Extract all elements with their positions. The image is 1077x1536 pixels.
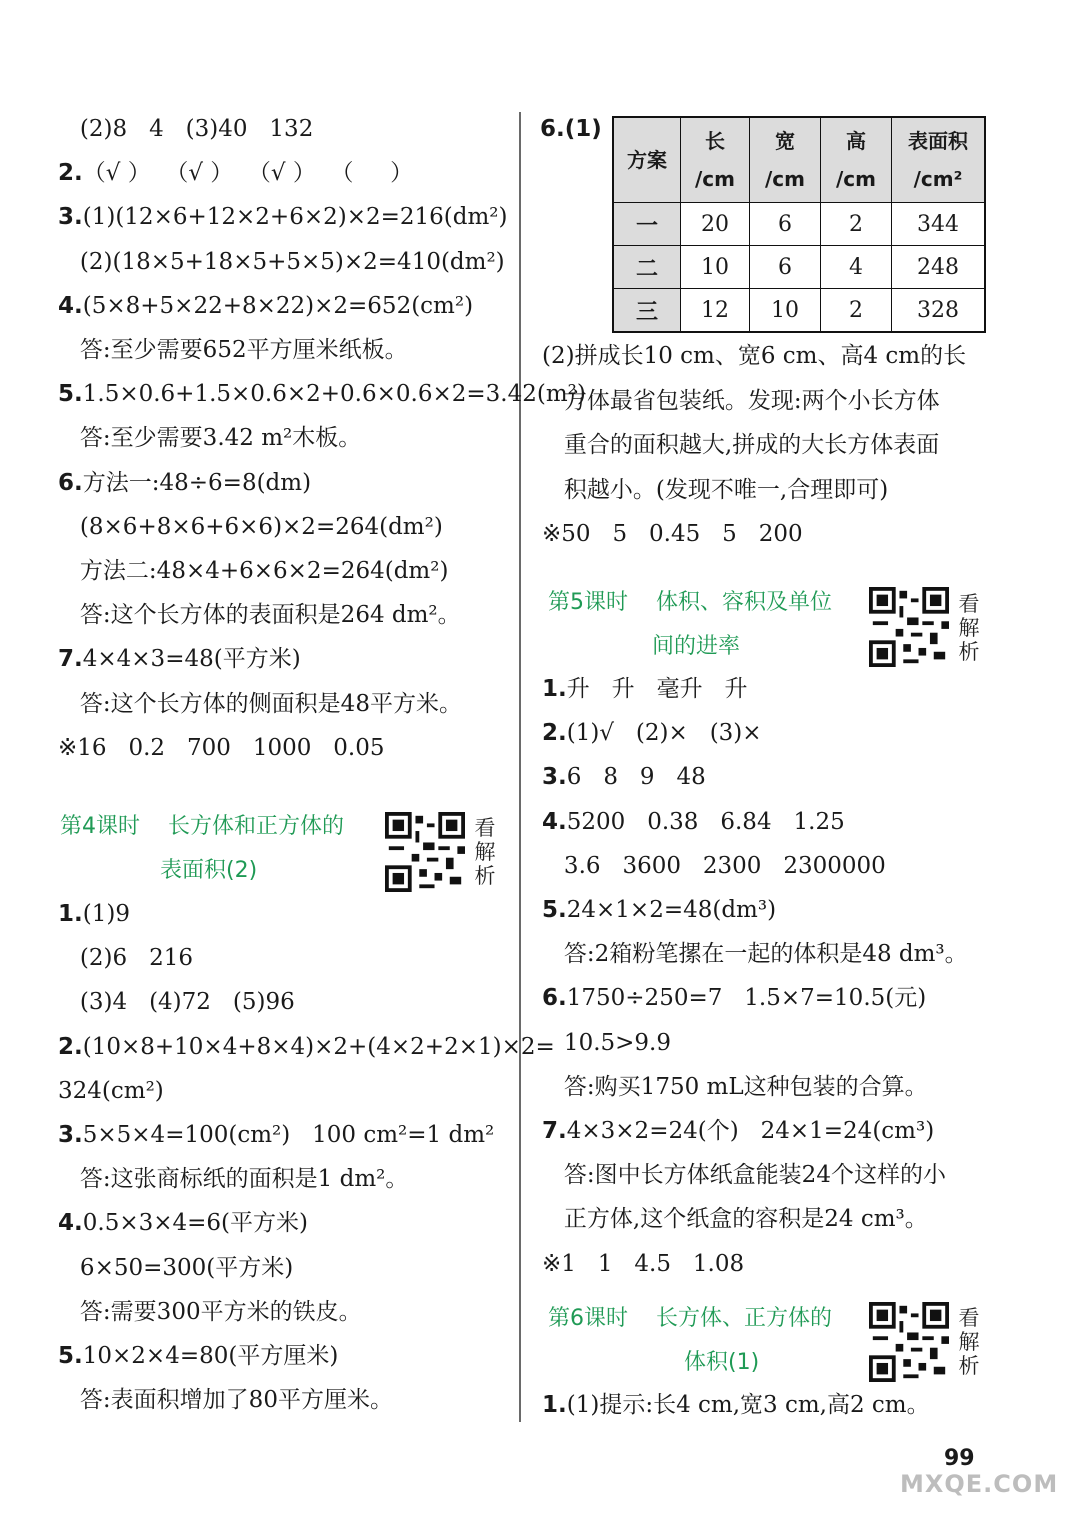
kanjiexi-char: 析 <box>474 864 496 888</box>
answer-text: 1750÷250=7 1.5×7=10.5(元) <box>566 985 927 1012</box>
answer-text: 4×3×2=24(个) 24×1=24(cm³) <box>566 1118 935 1144</box>
answer-line <box>58 644 301 674</box>
answer-line <box>58 556 448 586</box>
question-number: 5. <box>58 381 83 408</box>
answer-line <box>542 1390 930 1420</box>
answer-text: 5200 0.38 6.84 1.25 <box>566 808 845 835</box>
answer-line <box>542 1160 946 1190</box>
answer-text: 5×5×4=100(cm²) 100 cm²=1 dm² <box>82 1122 495 1148</box>
question-number: 4. <box>58 292 83 319</box>
question-number: 2. <box>58 160 83 187</box>
answer-text: 答:图中长方体纸盒能装24个这样的小 <box>542 1162 946 1189</box>
answer-text: 重合的面积越大,拼成的大长方体表面 <box>542 432 940 459</box>
answer-line <box>58 1032 555 1062</box>
answer-line <box>58 1076 164 1106</box>
table-cell: 10 <box>681 246 750 289</box>
question-number: 7. <box>58 646 83 673</box>
question-number: 3. <box>542 764 567 791</box>
answer-line <box>58 1297 362 1327</box>
question-number: 2. <box>542 720 567 747</box>
answer-text: (1)9 <box>82 901 130 927</box>
table-cell: 344 <box>892 203 986 246</box>
kanjiexi-char: 看 <box>958 1306 980 1330</box>
question-number: 6. <box>58 469 83 496</box>
table-cell: 6 <box>750 203 821 246</box>
qr-code-icon[interactable] <box>385 812 465 892</box>
table-header: 表面积 /cm² <box>892 117 986 203</box>
table-cell: 一 <box>613 203 681 246</box>
answer-line <box>58 1208 308 1238</box>
answer-line <box>542 718 762 748</box>
column-divider <box>519 112 521 1422</box>
table-cell: 2 <box>821 203 892 246</box>
answer-text: 答:这张商标纸的面积是1 dm²。 <box>58 1166 409 1193</box>
table-cell: 4 <box>821 246 892 289</box>
question-number: 5. <box>58 1343 83 1369</box>
question-number: 4. <box>58 1210 83 1237</box>
table-header: 长 /cm <box>681 117 750 203</box>
answer-line <box>58 1253 293 1283</box>
answer-text: (8×6+8×6+6×6)×2=264(dm²) <box>58 513 443 540</box>
answer-text: 答:这个长方体的表面积是264 dm²。 <box>58 602 461 629</box>
table-header: 高 /cm <box>821 117 892 203</box>
answer-line <box>58 600 461 630</box>
lesson6-title-line2: 体积(1) <box>684 1350 760 1375</box>
answer-line <box>542 762 706 792</box>
lesson5-title-line2: 间的进率 <box>652 634 741 659</box>
answer-text: 答:2箱粉笔摞在一起的体积是48 dm³。 <box>542 941 968 968</box>
page-number: 99 <box>944 1446 975 1471</box>
answer-line <box>58 689 462 719</box>
answer-line <box>542 807 845 837</box>
question-number: 1. <box>542 1392 567 1418</box>
table-header-row <box>613 117 985 203</box>
answer-line <box>58 512 443 542</box>
table-row <box>613 203 985 246</box>
answer-text: (2)(18×5+18×5+5×5)×2=410(dm²) <box>58 248 505 275</box>
watermark: MXQE.COM <box>900 1470 1059 1498</box>
answer-line <box>542 895 776 925</box>
table-header: 方案 <box>613 117 681 203</box>
answer-line <box>58 114 313 144</box>
lesson5-title-line1: 第5课时 体积、容积及单位 <box>548 590 832 615</box>
answer-text: 答:购买1750 mL这种包装的合算。 <box>542 1073 928 1100</box>
answer-text: ※50 5 0.45 5 200 <box>542 521 803 548</box>
table-cell: 248 <box>892 246 986 289</box>
answer-text: (2)6 216 <box>58 945 193 972</box>
answer-line <box>542 475 888 505</box>
answer-text: (10×8+10×4+8×4)×2+(4×2+2×1)×2= <box>82 1033 555 1060</box>
answer-line <box>542 1249 744 1279</box>
answer-text: 答:表面积增加了80平方厘米。 <box>58 1387 393 1414</box>
table-cell: 12 <box>681 289 750 333</box>
table-cell: 三 <box>613 289 681 333</box>
q6-label: 6.(1) <box>540 116 602 142</box>
answer-text: (1)提示:长4 cm,宽3 cm,高2 cm。 <box>566 1392 930 1418</box>
answer-text: 正方体,这个纸盒的容积是24 cm³。 <box>542 1206 928 1233</box>
kanjiexi-char: 解 <box>958 1330 980 1354</box>
answer-text: (1)√ (2)× (3)× <box>566 720 762 747</box>
question-number: 5. <box>542 897 567 923</box>
answer-text: 答:至少需要3.42 m²木板。 <box>58 425 362 452</box>
answer-text: 方法一:48÷6=8(dm) <box>82 469 312 496</box>
answer-text: 6×50=300(平方米) <box>58 1254 294 1281</box>
answer-line <box>58 1341 338 1371</box>
answer-line <box>542 341 966 371</box>
answer-line <box>58 733 385 763</box>
answer-text: 升 升 毫升 升 <box>566 676 748 702</box>
plan-table <box>612 116 986 333</box>
answer-text: (5×8+5×22+8×22)×2=652(cm²) <box>82 292 474 319</box>
answer-line <box>58 987 295 1017</box>
answer-text: 方体最省包装纸。发现:两个小长方体 <box>542 387 940 414</box>
answer-text: 答:需要300平方米的铁皮。 <box>58 1298 362 1325</box>
lesson4-title-line1: 第4课时 长方体和正方体的 <box>60 814 344 839</box>
answer-text: 4×4×3=48(平方米) <box>82 646 301 673</box>
kanjiexi-label[interactable] <box>957 1306 981 1378</box>
lesson6-title-line1: 第6课时 长方体、正方体的 <box>548 1306 832 1331</box>
answer-line <box>58 468 311 498</box>
table-cell: 20 <box>681 203 750 246</box>
question-number: 6. <box>542 985 567 1012</box>
answer-line <box>58 379 586 409</box>
answer-text: ※1 1 4.5 1.08 <box>542 1250 745 1277</box>
table-cell: 2 <box>821 289 892 333</box>
answer-text: 10.5>9.9 <box>542 1029 671 1056</box>
answer-line <box>542 1072 928 1102</box>
answer-line <box>58 202 507 232</box>
answer-text: 1.5×0.6+1.5×0.6×2+0.6×0.6×2=3.42(m²) <box>82 381 586 408</box>
kanjiexi-char: 看 <box>474 816 496 840</box>
answer-line <box>542 674 748 704</box>
lesson4-title-line2: 表面积(2) <box>160 858 258 883</box>
kanjiexi-char: 析 <box>958 1354 980 1378</box>
answer-text: 0.5×3×4=6(平方米) <box>82 1210 308 1237</box>
table-row <box>613 289 985 333</box>
answer-line <box>542 386 940 416</box>
kanjiexi-label[interactable] <box>473 816 497 888</box>
answer-line <box>542 1116 934 1146</box>
kanjiexi-label[interactable] <box>957 592 981 664</box>
question-number: 7. <box>542 1118 567 1144</box>
table-cell: 328 <box>892 289 986 333</box>
question-number: 3. <box>58 204 83 231</box>
answer-text: 6 8 9 48 <box>566 764 706 791</box>
answer-text: (2)拼成长10 cm、宽6 cm、高4 cm的长 <box>542 343 967 369</box>
answer-line <box>58 335 408 365</box>
answer-text: (2)8 4 (3)40 132 <box>58 116 314 142</box>
answer-line <box>542 1028 671 1058</box>
table-header: 宽 /cm <box>750 117 821 203</box>
answer-line <box>58 943 193 973</box>
question-number: 4. <box>542 808 567 835</box>
answer-line <box>58 899 130 929</box>
kanjiexi-char: 看 <box>958 592 980 616</box>
answer-text: 答:这个长方体的侧面积是48平方米。 <box>58 690 462 717</box>
table-row <box>613 246 985 289</box>
answer-line <box>542 519 803 549</box>
answer-line <box>542 983 926 1013</box>
answer-line <box>542 939 968 969</box>
table-cell: 6 <box>750 246 821 289</box>
answer-text: ※16 0.2 700 1000 0.05 <box>58 734 385 761</box>
question-number: 3. <box>58 1122 83 1148</box>
answer-line <box>542 1204 928 1234</box>
question-number: 1. <box>58 901 83 927</box>
answer-line <box>58 291 473 321</box>
answer-text: (1)(12×6+12×2+6×2)×2=216(dm²) <box>82 204 508 231</box>
answer-text: （√ ） （√ ） （√ ） （ ） <box>82 160 414 187</box>
answer-text: 24×1×2=48(dm³) <box>566 897 777 923</box>
answer-line <box>58 247 505 277</box>
kanjiexi-char: 解 <box>958 616 980 640</box>
qr-code-icon[interactable] <box>869 587 949 667</box>
answer-text: (3)4 (4)72 (5)96 <box>58 989 295 1016</box>
answer-text: 10×2×4=80(平方厘米) <box>82 1343 339 1369</box>
table-cell: 二 <box>613 246 681 289</box>
kanjiexi-char: 解 <box>474 840 496 864</box>
answer-line <box>58 1120 494 1150</box>
answer-line <box>542 430 939 460</box>
answer-text: 324(cm²) <box>58 1077 164 1104</box>
qr-code-icon[interactable] <box>869 1302 949 1382</box>
answer-text: 3.6 3600 2300 2300000 <box>542 852 886 879</box>
answer-line <box>58 423 361 453</box>
answer-line <box>58 1385 393 1415</box>
question-number: 2. <box>58 1033 83 1060</box>
question-number: 1. <box>542 676 567 702</box>
answer-text: 答:至少需要652平方厘米纸板。 <box>58 337 408 363</box>
answer-line <box>58 158 413 188</box>
answer-text: 积越小。(发现不唯一,合理即可) <box>542 476 889 503</box>
answer-text: 方法二:48×4+6×6×2=264(dm²) <box>58 558 449 584</box>
answer-line <box>58 1164 408 1194</box>
table-cell: 10 <box>750 289 821 333</box>
kanjiexi-char: 析 <box>958 640 980 664</box>
answer-line <box>542 851 886 881</box>
